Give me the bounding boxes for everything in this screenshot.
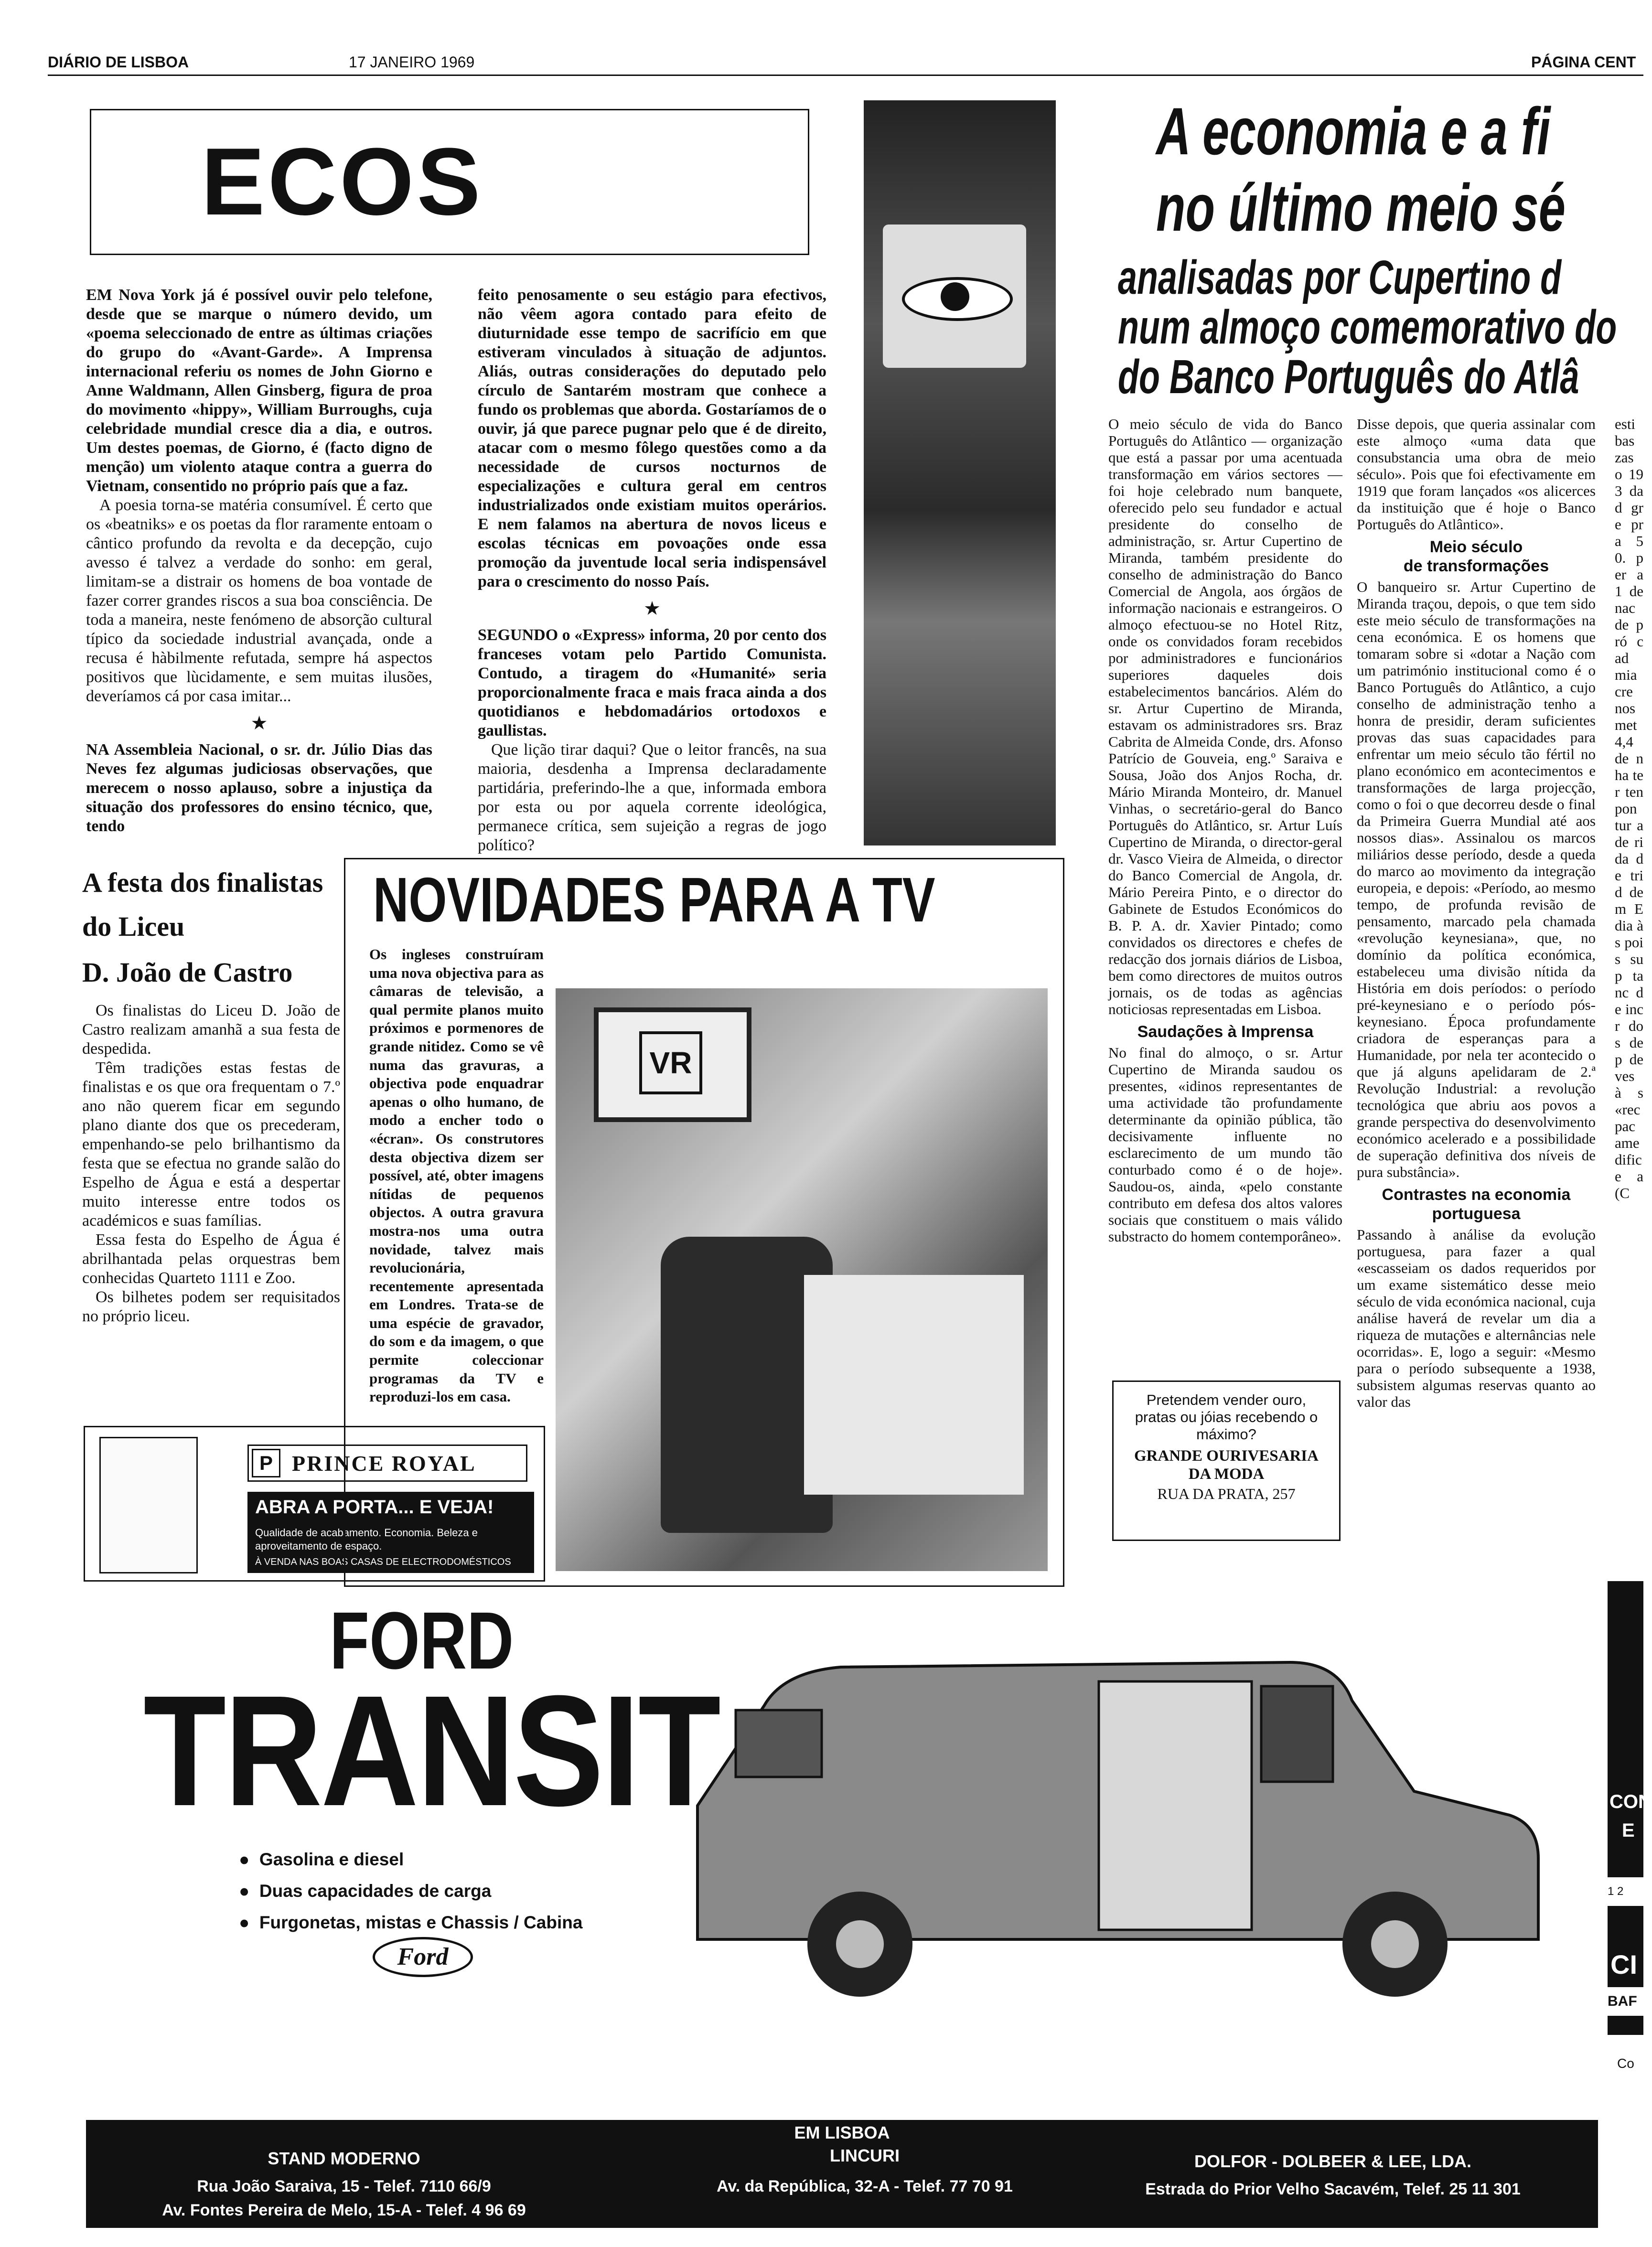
- economia-headline-1: A economia e a fi: [1156, 94, 1551, 169]
- festa-article: [82, 861, 340, 1326]
- contrastes-subhead: Contrastes na economia portuguesa: [1382, 1186, 1571, 1223]
- festa-para: Essa festa do Espelho de Água é abrilhantada pelas orquestras bem conhecidas Quarteto 1111 e Zoo.: [82, 1231, 340, 1287]
- ecos-item-assembleia-cont: feito penosamente o seu estágio para efectivos, não vêem agora contado para efeito de diuturnidade esse tempo de sacrifício em que estiveram vinculados à situação de adjuntos. Aliás, outras considerações do deputado pelo círculo de Santarém mostram que conhece a fundo os problemas que aborda. Gostaríamos de o ouvir, já que parece pugnar pelo que é de direito, atacar com o mesmo fôlego questões como a da necessidade de cursos nocturnos de especializações e cultura geral em centros industrializados onde existiam muitos operários. E nem falamos na abertura de novos liceus e escolas técnicas em povoações onde essa promoção da juventude local seria indispensável para o crescimento do nosso País.: [478, 286, 826, 590]
- festa-headline-2: do Liceu: [82, 911, 185, 942]
- dealer-city: EM LISBOA: [794, 2123, 890, 2142]
- festa-headline-1: A festa dos finalistas: [82, 867, 323, 898]
- ourivesaria-ad: [1112, 1380, 1341, 1541]
- ford-features: [239, 1844, 582, 1938]
- dealer-2-address: Av. da República, 32-A - Telef. 77 70 91: [717, 2177, 1013, 2195]
- festa-headline-3: D. João de Castro: [82, 957, 293, 988]
- ford-feature: ● Furgonetas, mistas e Chassis / Cabina: [239, 1913, 583, 1932]
- recorder-device: [804, 1275, 1024, 1495]
- dealer-3-name: DOLFOR - DOLBEER & LEE, LDA.: [1194, 2151, 1471, 2171]
- economia-column-1: [1108, 416, 1342, 1352]
- ecos-column-2: [478, 286, 826, 855]
- tv-screen: [883, 225, 1026, 368]
- newspaper-name: DIÁRIO DE LISBOA: [48, 54, 189, 71]
- right-edge-text-5: BAF: [1608, 1987, 1643, 2016]
- fridge-icon: [99, 1437, 198, 1573]
- economia-column-3: esti bas zas o 193 dad gre pra 50. per a 1 de nac de pró cad mia cre nos met 4,4 de nha ter ten pon tur a de rida de trid dem E dia à s pois sup tanc de incr dos dep de ves à s «rec pac ame dific e a (C: [1615, 416, 1643, 1201]
- ford-feature: ● Gasolina e diesel: [239, 1850, 404, 1869]
- bullet-icon: ●: [239, 1850, 259, 1869]
- prince-tagline: Qualidade de acabamento. Economia. Beleza e aproveitamento de espaço.: [255, 1527, 478, 1552]
- festa-para: Os bilhetes podem ser requisitados no próprio liceu.: [82, 1288, 340, 1325]
- ecos-item-ny-lead: EM Nova York já é possível ouvir pelo telefone, desde que se marque o número devido, um «poema seleccionado de entre as últimas criações do grupo do «Avant-Garde». A Imprensa internacional referiu os nomes de John Giorno e Anne Waldmann, Allen Ginsberg, figura de proa do movimento «hippy», William Burroughs, cuja celebridade mundial cresce dia a dia, e outros. Um destes poemas, de Giorno, é (facto digno de menção) um violento ataque contra a guerra do Vietnam, consentido no próprio país que a faz.: [86, 286, 432, 495]
- ecos-item-express: SEGUNDO o «Express» informa, 20 por cento dos franceses votam pelo Partido Comunista. Contudo, a tiragem do «Humanité» seria proporcionalmente fraca e mais fraca ainda a dos quotidianos e hebdomadários ortodoxos e gaullistas.: [478, 626, 826, 739]
- ecos-column-1: [86, 286, 432, 836]
- dealer-2-name: LINCURI: [830, 2146, 900, 2165]
- van-rear-window: [736, 1710, 822, 1777]
- novidades-box: [344, 858, 1064, 1587]
- economia-col1b-text: No final do almoço, o sr. Artur Cupertino de Miranda saudou os presentes, «idinos representantes de uma actividade tão profundamente determinante da opinião pública, tão decisivamente influente no esclarecimento de um mundo tão conturbado como é o de hoje». Saudou-os, ainda, «pelo constante contributo em defesa dos altos valores sociais que constituem o mais válido substracto do homem contemporâneo».: [1108, 1044, 1342, 1245]
- transformacoes-subhead: de transformações: [1403, 557, 1549, 575]
- separator-star: ★: [644, 598, 661, 619]
- economia-col1-text: O meio século de vida do Banco Português do Atlântico — organização que está a passar por uma acentuada transformação em vários sectores — foi hoje celebrado num banquete, oferecido pelo seu fundador e actual presidente do conselho de administração, sr. Artur Cupertino de Miranda, também presidente do conselho de administração do Banco Comercial de Angola, aos órgãos de informação nacionais e estrangeiros. O almoço efectuou-se no Hotel Ritz, onde os convidados foram recebidos por administradores e funcionários superiores daqueles dois estabelecimentos bancários. Além do sr. Artur Cupertino de Miranda, estavam os administradores srs. Braz Cabrita de Almeida Conde, drs. Afonso Patrício de Gouveia, eng.º Saraiva e Sousa, João dos Anjos Rocha, dr. Mário Miranda Monteiro, dr. Manuel Vinhas, o secretário-geral do Banco Português do Atlântico, sr. Artur Luís Cupertino de Miranda, o director-geral dr. Vasco Vieira de Almeida, o director do Banco Comercial de Angola, dr. Mário Pereira Pinto, e o director do Gabinete de Estudos Económicos do B. P. A. dr. Xavier Pintado; como convidados os directores e chefes de redacção dos jornais diários de Lisboa, bem como directores de muitos outros jornais, os de todas as agências noticiosas representadas em Lisboa.: [1108, 416, 1342, 1017]
- dealer-1-name: STAND MODERNO: [268, 2149, 420, 2168]
- meio-seculo-subhead: Meio século: [1429, 538, 1523, 556]
- dealer-1-address-1: Rua João Saraiva, 15 - Telef. 7110 66/9: [197, 2177, 491, 2195]
- ford-van-photo: [669, 1634, 1605, 2025]
- van-front-hub: [1371, 1920, 1419, 1968]
- economia-headline-2: no último meio sé: [1156, 170, 1566, 245]
- bullet-icon: ●: [239, 1913, 259, 1932]
- ecos-item-ny-body: A poesia torna-se matéria consumível. É certo que os «beatniks» e os poetas da flor raramente entoam o cântico profundo da revolta e da decepção, cujo avesso é talvez a verdade do sonho: em geral, limitam-se a distrair os homens de boa vontade de fazer correr grandes riscos a sua boa consciência. De toda a maneira, neste fenómeno de absorção cultural típico da sociedade industrial avançada, onde a recusa é hàbilmente refutada, sempre há aspectos positivos que lùcidamente, e sem muitas ilusões, deveríamos cá por casa imitar...: [86, 496, 432, 705]
- right-edge-ad: [1608, 1581, 1652, 2107]
- prince-sale-note: À VENDA NAS BOAS CASAS DE ELECTRODOMÉSTICOS: [255, 1557, 511, 1567]
- saudacoes-subhead: Saudações à Imprensa: [1137, 1023, 1314, 1041]
- van-window: [1261, 1686, 1333, 1782]
- ecos-item-assembleia: NA Assembleia Nacional, o sr. dr. Júlio Dias das Neves fez algumas judiciosas observações, que merecem o nosso aplauso, sobre a injustiça da situação dos professores do ensino técnico, que, tendo: [86, 741, 432, 835]
- ecos-item-express-body: Que lição tirar daqui? Que o leitor francês, na sua maioria, desdenha a Imprensa declaradamente partidária, preferindo-lhe a que, informada embora por esta ou por aquela corrente ideológica, permanece crítica, sem sujeição a regras de jogo político?: [478, 741, 826, 854]
- right-edge-text-3: 1 2 CO: [1608, 1877, 1643, 1906]
- novidades-body: Os ingleses construíram uma nova objectiva para as câmaras de televisão, a qual permite planos muito próximos e pormenores de grande nitidez. Como se vê numa das gravuras, a objectiva pode enquadrar apenas o olho humano, de modo a encher todo o «écran». Os construtores desta objectiva dizem ser possível, até, obter imagens nítidas de pequenos objectos. A outra gravura mostra-nos uma outra novidade, talvez mais revolucionária, recentemente apresentada em Londres. Trata-se de uma espécie de gravador, do som e da imagem, o que permite coleccionar programas da TV e reproduzi-los em casa.: [369, 946, 544, 1405]
- festa-para: Têm tradições estas festas de finalistas e os que ora frequentam o 7.º ano não querem ficar em segundo plano diante dos que os precederam, empenhando-se pelo brilhantismo da festa que se efectua no grande salão do Espelho de Água e está a despertar muito interesse entre todos os académicos e suas famílias.: [82, 1059, 340, 1230]
- right-edge-text-2: E: [1622, 1820, 1635, 1841]
- right-edge-text-4: CI: [1610, 1949, 1637, 1980]
- eye-image: [902, 277, 1013, 321]
- right-edge-text-6: Co: [1608, 2035, 1643, 2107]
- prince-logo-icon: P: [252, 1449, 280, 1477]
- economia-col2a-text: Disse depois, que queria assinalar com este almoço «uma data que consubstancia uma obra de meio século». Pois que foi efectivamente em 1919 que foram lançados «os alicerces da instituição que é hoje o Banco Português do Atlântico».: [1357, 416, 1596, 533]
- economia-col2b-text: O banqueiro sr. Artur Cupertino de Miranda traçou, depois, o que tem sido este meio século de transformações na cena económica. E os homens que tomaram sobre si «dotar a Nação com um património institucional como é o Banco Português do Atlântico, a cujo conselho de administração tenho a honra de presidir, deram suficientes provas das suas capacidades para enfrentar um meio século tão fértil no plano económico em acontecimentos e transformações de larga projecção, como o foi o que decorreu desde o final da Primeira Guerra Mundial até aos nossos dias». Assinalou os marcos miliários desse período, desde a queda do marco ao movimento da integração europeia, e depois: «Período, ao mesmo tempo, de profunda revisão de pensamento, marcado pela chamada «revolução keynesiana», que, no domínio da política económica, estabeleceu uma divisão nítida da História em dois períodos: o período pré-keynesiano e o período pós-keynesiano. Época profundamente criadora de esperanças para a Humanidade, por nela ter acontecido o que já alguns apelidaram de 2.ª Revolução Industrial: a revolução tecnológica que abriu aos povos a grande perspectiva do desenvolvimento económico acelerado e a possibilidade de superação definitiva dos níveis de pura substância».: [1357, 578, 1596, 1180]
- prince-brand-name: PRINCE ROYAL: [292, 1451, 476, 1476]
- header-rule: [48, 75, 1643, 76]
- economia-col2c-text: Passando à análise da evolução portuguesa, para fazer a qual «escasseiam os dados requeridos por um exame sistemático desse meio século de vida económica nacional, cuja análise haverá de revelar um dia a riqueza de mutações e alternâncias nele ocorridas». E, logo a seguir: «Mesmo para o período subsequente a 1938, subsistem algumas reservas quanto ao valor das: [1357, 1226, 1596, 1410]
- economia-headline-3: analisadas por Cupertino d: [1118, 251, 1562, 304]
- page-number: PÁGINA CENT: [1531, 54, 1636, 71]
- economia-headline-5: do Banco Português do Atlâ: [1118, 350, 1579, 404]
- ecos-title-box: [90, 109, 809, 255]
- ford-model: TRANSIT: [143, 1662, 719, 1839]
- separator-star: ★: [250, 712, 268, 734]
- vr-logo: VR: [639, 1031, 702, 1094]
- ford-dealer-band: [86, 2120, 1598, 2228]
- economia-headline-4: num almoço comemorativo do: [1118, 300, 1617, 354]
- ourivesaria-question: Pretendem vender ouro, pratas ou jóias recebendo o máximo?: [1135, 1391, 1318, 1443]
- prince-slogan: ABRA A PORTA... E VEJA!: [255, 1497, 494, 1518]
- bullet-icon: ●: [239, 1881, 259, 1901]
- novidades-headline: NOVIDADES PARA A TV: [373, 865, 935, 935]
- eye-pupil: [941, 282, 969, 311]
- festa-body: [82, 1001, 340, 1326]
- dealer-1-address-2: Av. Fontes Pereira de Melo, 15-A - Telef. 4 96 69: [162, 2201, 526, 2219]
- right-edge-text-1: CON: [1609, 1791, 1652, 1812]
- van-rear-hub: [836, 1920, 884, 1968]
- ford-oval-logo: Ford: [373, 1937, 473, 1977]
- ford-feature: ● Duas capacidades de carga: [239, 1881, 492, 1901]
- dealer-3-address: Estrada do Prior Velho Sacavém, Telef. 25 11 301: [1145, 2180, 1521, 2198]
- tv-eye-photo: [864, 100, 1056, 845]
- ford-brand: FORD: [330, 1595, 514, 1686]
- ourivesaria-name: GRANDE OURIVESARIA DA MODA: [1134, 1447, 1319, 1483]
- ourivesaria-address: RUA DA PRATA, 257: [1157, 1485, 1296, 1502]
- van-open-door: [1099, 1681, 1252, 1930]
- issue-date: 17 JANEIRO 1969: [349, 54, 475, 71]
- video-recorder-photo: [556, 988, 1048, 1571]
- ecos-title: ECOS: [201, 128, 483, 235]
- festa-para: Os finalistas do Liceu D. João de Castro realizam amanhã a sua festa de despedida.: [82, 1002, 340, 1058]
- tv-set: [594, 1007, 751, 1122]
